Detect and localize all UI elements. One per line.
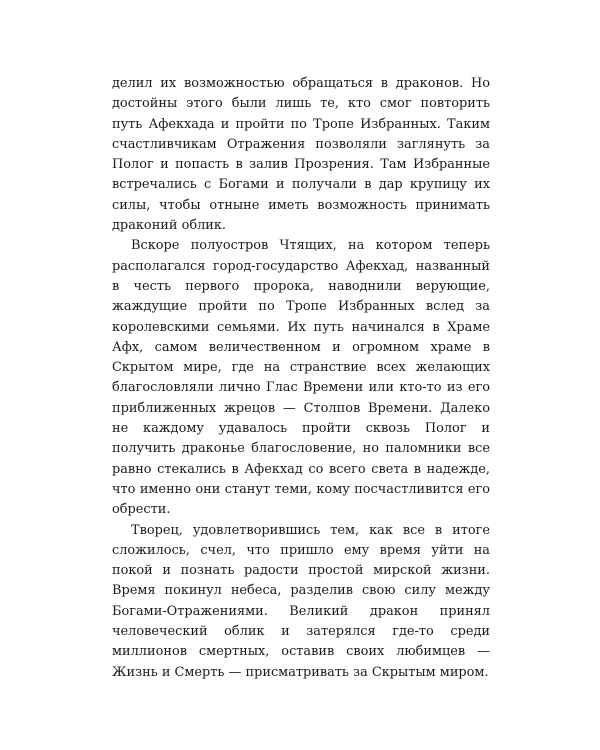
book-page: [112, 74, 490, 683]
paragraph-2: Вскоре полуостров Чтящих, на котором теперь располагался город-государство Афекхад, названный в честь первого пророка, наводнили верующие, жаждущие пройти по Тропе Избранных вслед за королевскими семьями. Их путь начинался в Храме Афх, самом величественном и огромном храме в Скрытом мире, где на странствие всех желающих благословляли лично Глас Времени или кто-то из его приближенных жрецов — Столпов Времени. Далеко не каждому удавалось пройти сквозь Полог и получить драконье благословение, но паломники все равно стекались в Афекхад со всего света в надежде, что именно они станут теми, кому посчастливится его обрести.: [112, 238, 490, 518]
paragraph-1: делил их возможностью обращаться в драконов. Но достойны этого были лишь те, кто смог повторить путь Афекхада и пройти по Тропе Избранных. Таким счастливчикам Отражения позволяли заглянуть за Полог и попасть в залив Прозрения. Там Избранные встречались с Богами и получали в дар крупицу их силы, чтобы отныне иметь возможность принимать драконий облик.: [112, 76, 490, 234]
paragraph-3: Творец, удовлетворившись тем, как все в итоге сложилось, счел, что пришло ему время уйти на покой и познать радости простой мирской жизни. Время покинул небеса, разделив свою силу между Богами-Отражениями. Великий дракон принял человеческий облик и затерялся где-то среди миллионов смертных, оставив своих любимцев — Жизнь и Смерть — присматривать за Скрытым миром.: [112, 522, 490, 680]
